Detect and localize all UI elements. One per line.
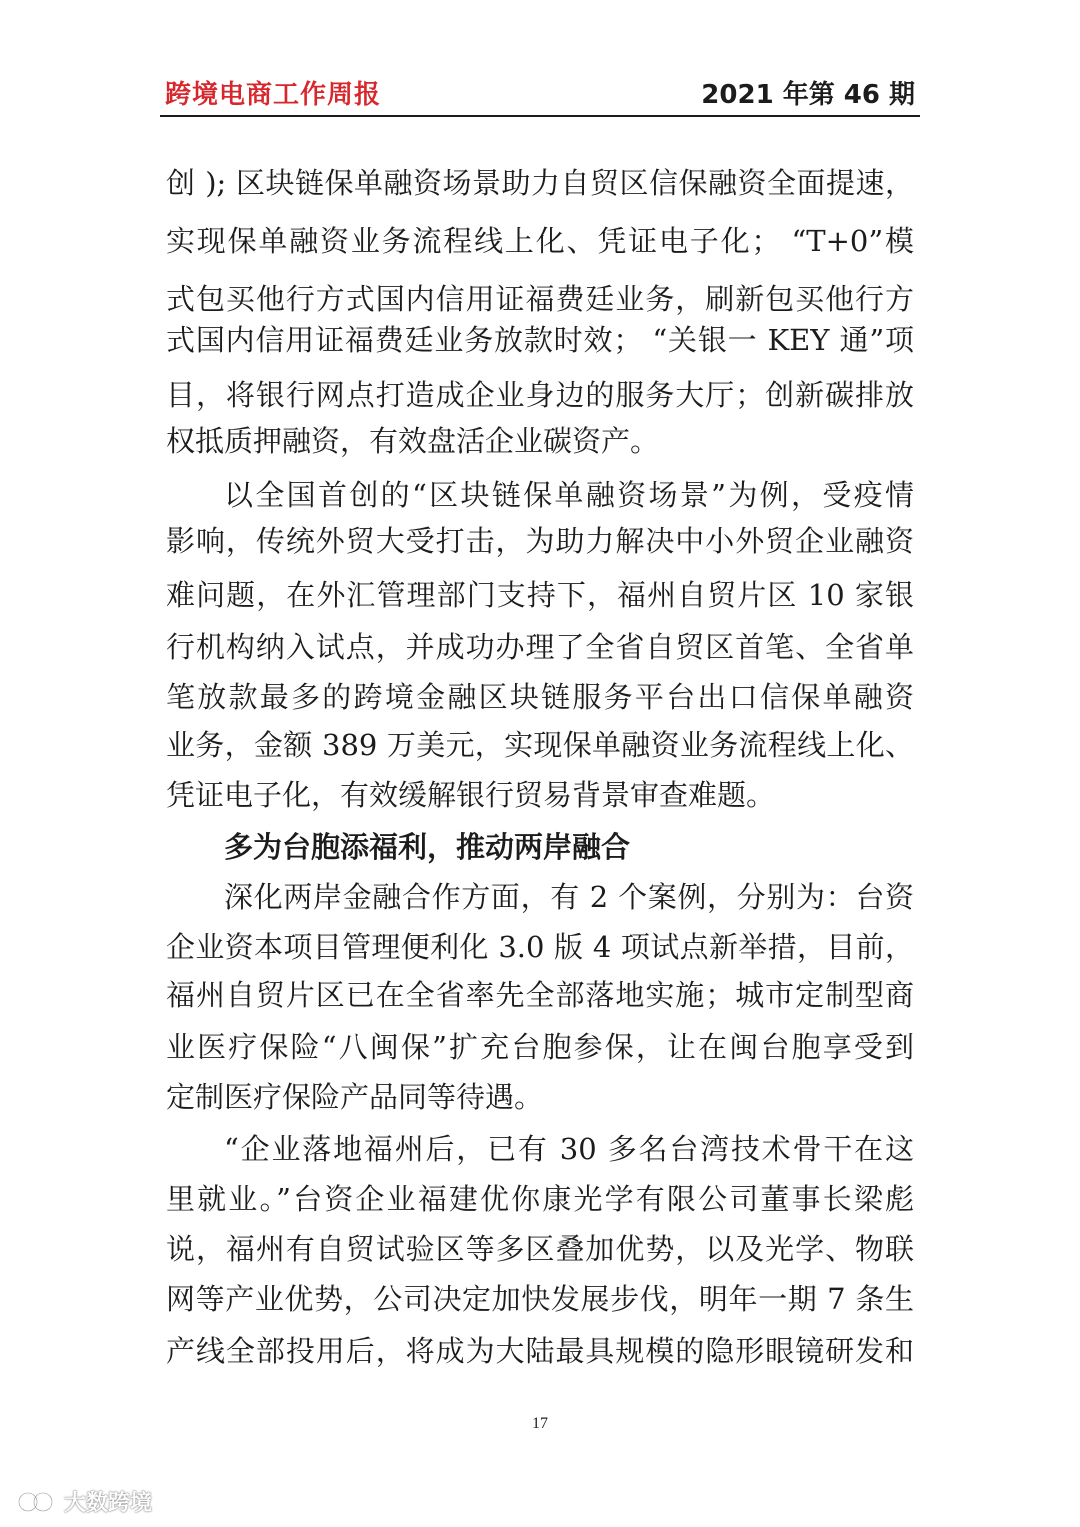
- section-heading: 多为台胞添福利，推动两岸融合: [224, 830, 631, 864]
- text-line: 创 ); 区块链保单融资场景助力自贸区信保融资全面提速，: [166, 166, 914, 200]
- page-number: 17: [532, 1415, 548, 1432]
- paragraph-first-line: 深化两岸金融合作方面，有 2 个案例，分别为：台资: [224, 880, 914, 914]
- text-line: 行机构纳入试点，并成功办理了全省自贸区首笔、全省单: [166, 630, 914, 664]
- text-line: 实现保单融资业务流程线上化、凭证电子化； “T+0”模: [166, 224, 914, 258]
- text-line: 福州自贸片区已在全省率先全部落地实施；城市定制型商: [166, 978, 914, 1012]
- text-line: 影响，传统外贸大受打击，为助力解决中小外贸企业融资: [166, 524, 914, 558]
- text-line: 业医疗保险“八闽保”扩充台胞参保，让在闽台胞享受到: [166, 1030, 914, 1064]
- text-line: 难问题，在外汇管理部门支持下，福州自贸片区 10 家银: [166, 578, 914, 612]
- header-title: 跨境电商工作周报: [165, 80, 382, 110]
- header-divider: [160, 115, 920, 117]
- text-line: 笔放款最多的跨境金融区块链服务平台出口信保单融资: [166, 680, 914, 714]
- paragraph-first-line: “企业落地福州后，已有 30 多名台湾技术骨干在这: [224, 1132, 914, 1166]
- text-line: 式国内信用证福费廷业务放款时效； “关银一 KEY 通”项: [166, 323, 914, 357]
- watermark: [16, 1486, 152, 1517]
- text-line: 目，将银行网点打造成企业身边的服务大厅；创新碳排放: [166, 378, 914, 412]
- watermark-logo-icon: [16, 1489, 58, 1515]
- watermark-text: 大数跨境: [64, 1491, 153, 1516]
- text-line: 产线全部投用后，将成为大陆最具规模的隐形眼镜研发和: [166, 1334, 914, 1368]
- text-line: 权抵质押融资，有效盘活企业碳资产。: [166, 424, 660, 458]
- issue-number: 2021 年第 46 期: [701, 80, 915, 110]
- text-line: 业务，金额 389 万美元，实现保单融资业务流程线上化、: [166, 728, 914, 762]
- text-line: 式包买他行方式国内信用证福费廷业务，刷新包买他行方: [166, 282, 914, 316]
- paragraph-first-line: 以全国首创的“区块链保单融资场景”为例，受疫情: [224, 478, 914, 512]
- text-line: 说，福州有自贸试验区等多区叠加优势，以及光学、物联: [166, 1232, 914, 1266]
- text-line: 凭证电子化，有效缓解银行贸易背景审查难题。: [166, 778, 776, 812]
- text-line: 企业资本项目管理便利化 3.0 版 4 项试点新举措，目前，: [166, 930, 914, 964]
- text-line: 定制医疗保险产品同等待遇。: [166, 1080, 544, 1114]
- text-line: 里就业。”台资企业福建优你康光学有限公司董事长梁彪: [166, 1182, 914, 1216]
- text-line: 网等产业优势，公司决定加快发展步伐，明年一期 7 条生: [166, 1282, 914, 1316]
